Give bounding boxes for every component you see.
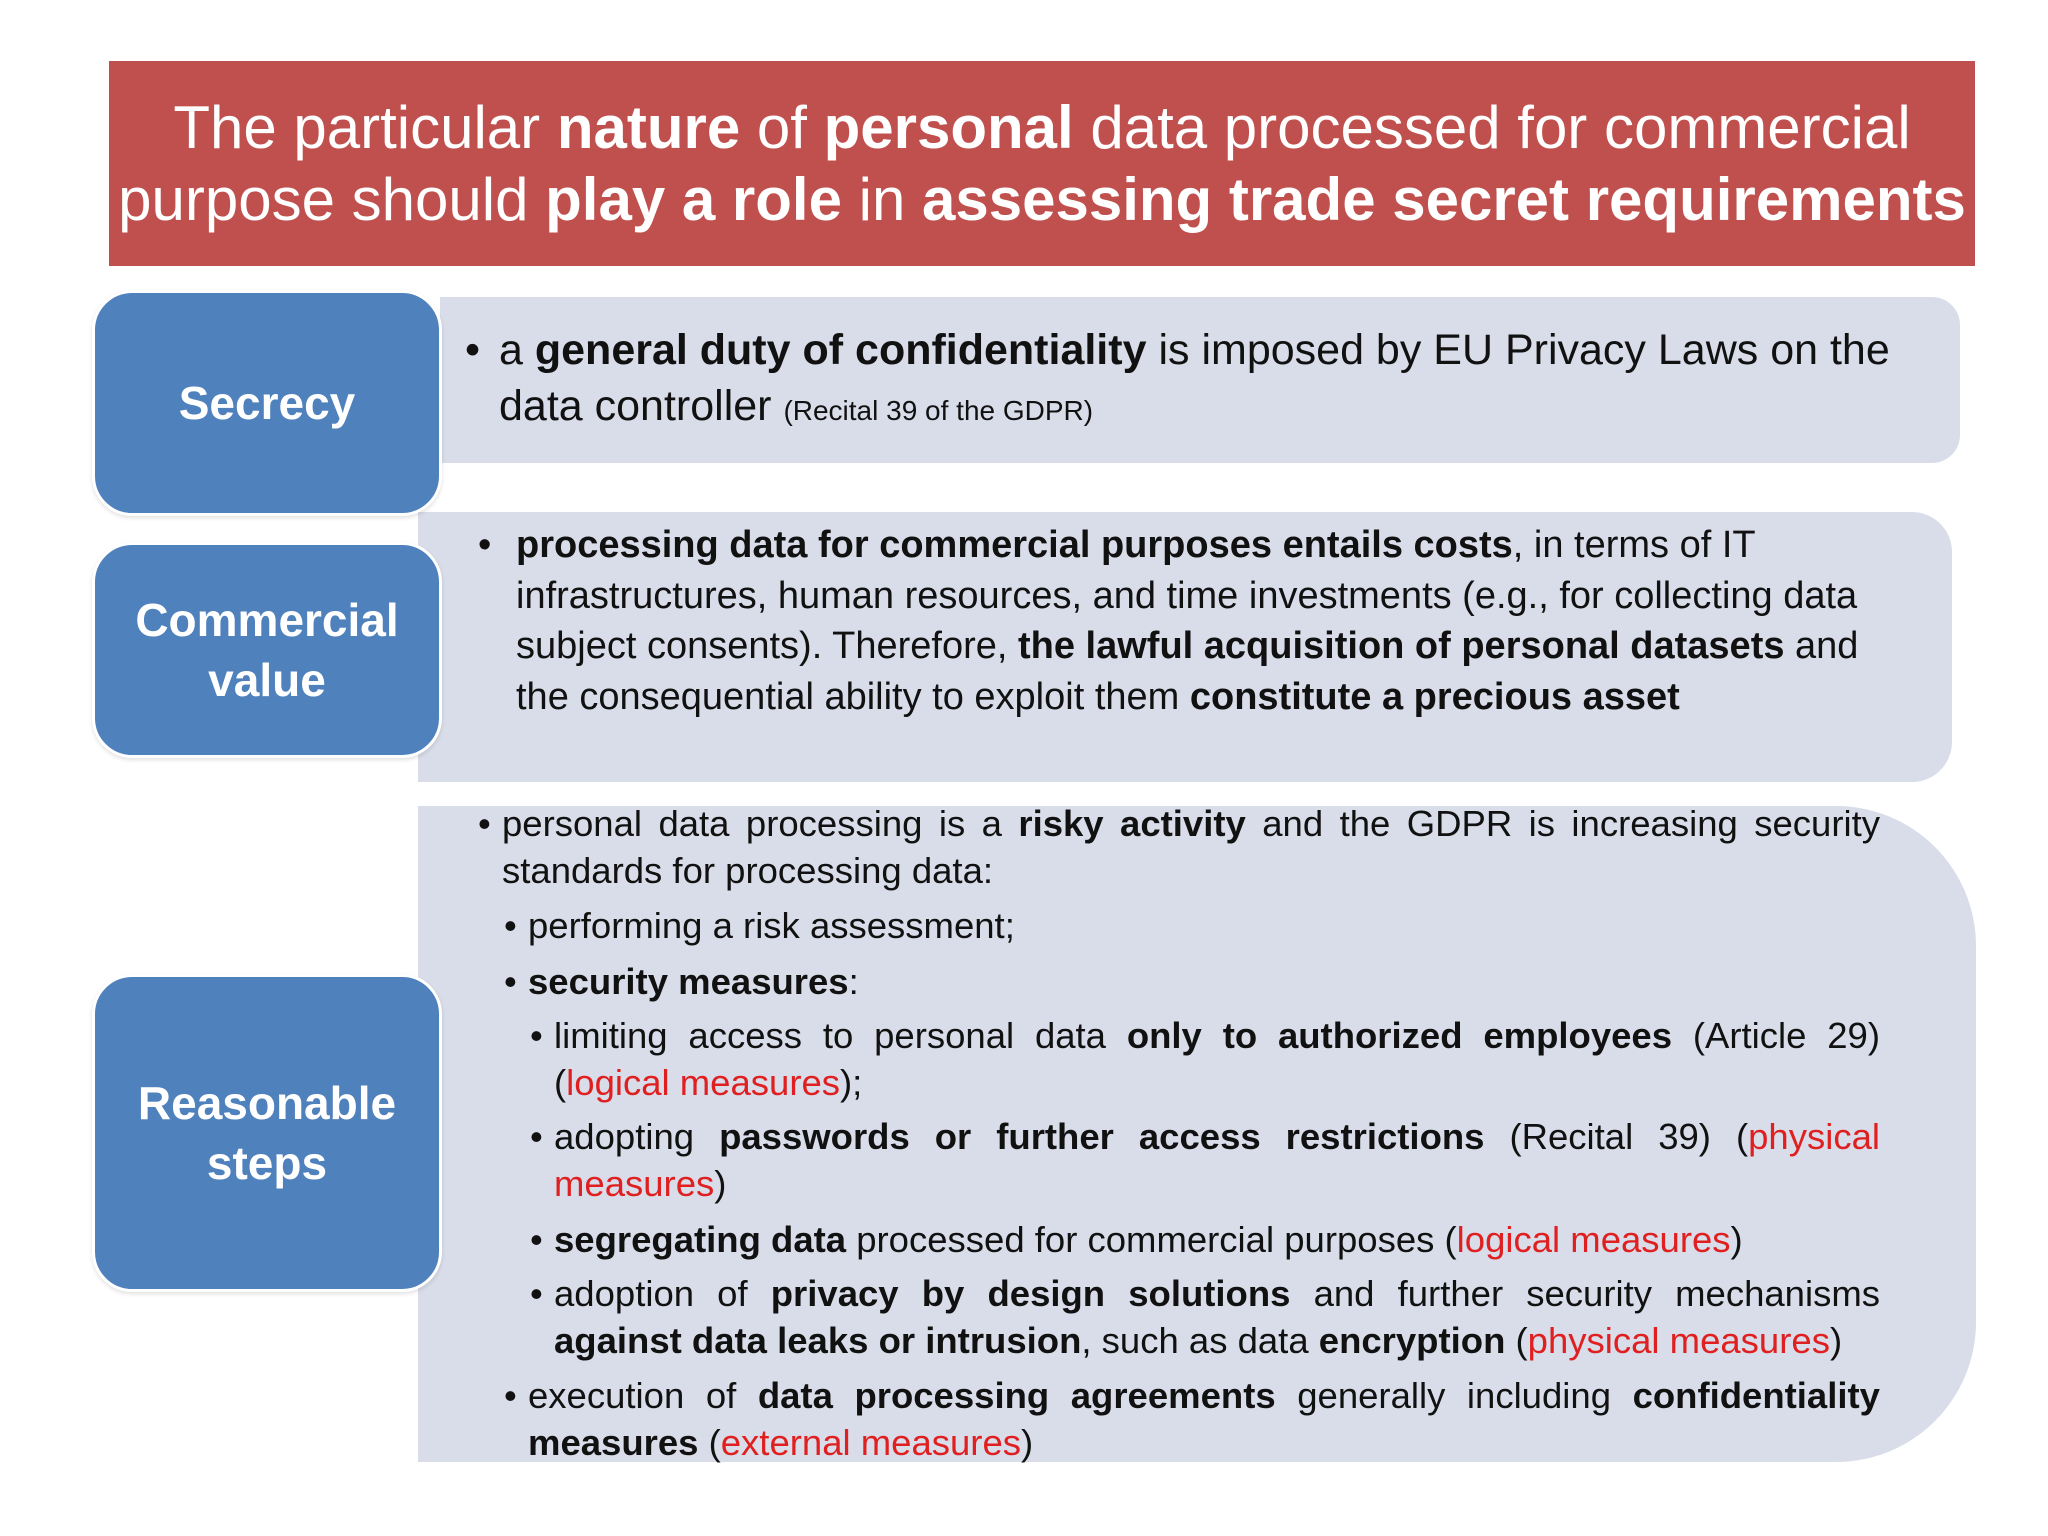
bullet-dot: • — [530, 1219, 543, 1260]
label-commercial-line2: value — [208, 654, 326, 706]
bold-text: passwords or further access restrictions — [719, 1116, 1485, 1157]
bullet-dot: • — [530, 1116, 543, 1157]
bullet-text — [554, 1113, 1880, 1207]
bullet-text — [502, 800, 1880, 894]
text-segment: performing a risk assessment; — [528, 905, 1015, 946]
text-segment: and further security mechanisms — [1290, 1273, 1880, 1314]
bold-text: personal — [823, 93, 1074, 161]
text-segment: The particular — [173, 93, 557, 161]
bold-text: encryption — [1318, 1320, 1506, 1361]
bullet-dot: • — [504, 905, 517, 946]
text-segment: is imposed by EU Privacy Laws on the data controller — [499, 326, 1890, 430]
text-segment: ( — [1505, 1320, 1528, 1361]
bullet-text — [528, 1372, 1880, 1466]
bullet-dot: • — [478, 803, 491, 844]
bullet-text — [554, 1270, 1880, 1364]
text-segment: a — [499, 326, 535, 374]
bullet-dot: • — [504, 1375, 517, 1416]
secrecy-note: (Recital 39 of the GDPR) — [783, 395, 1094, 426]
bullet-dot: • — [530, 1273, 543, 1314]
bullet-text — [554, 1216, 1880, 1263]
text-segment: ( — [698, 1422, 721, 1463]
text-segment: purpose should — [118, 165, 546, 233]
label-secrecy-text: Secrecy — [178, 377, 356, 429]
bold-text: confidentiality measures — [528, 1375, 1880, 1463]
reasonable-subbullet-segregating-data — [530, 1216, 1880, 1263]
text-segment: in — [841, 165, 922, 233]
bullet-dot: • — [504, 961, 517, 1002]
text-segment: and the consequential ability to exploit them — [516, 625, 1859, 718]
secrecy-main-text — [499, 326, 1890, 430]
label-reasonable-line1: Reasonable — [137, 1077, 397, 1129]
bold-text: privacy by design solutions — [770, 1273, 1291, 1314]
bold-text: processing data for commercial purposes entails costs — [516, 524, 1513, 566]
bold-text: data processing agreements — [757, 1375, 1276, 1416]
text-segment: data processed for commercial — [1073, 93, 1911, 161]
bullet-dot: • — [530, 1015, 543, 1056]
bold-text: the lawful acquisition of personal datasets — [1018, 625, 1785, 667]
text-segment: (Article 29) ( — [554, 1015, 1880, 1103]
red-text: external measures — [720, 1422, 1022, 1463]
title-line-2 — [118, 164, 1966, 236]
text-segment: , such as data — [1081, 1320, 1319, 1361]
bold-text: against data leaks or intrusion — [554, 1320, 1082, 1361]
red-text: logical measures — [566, 1062, 841, 1103]
bold-text: general duty of confidentiality — [534, 326, 1147, 374]
text-segment: (Recital 39) ( — [1484, 1116, 1749, 1157]
label-commercial-value — [92, 542, 442, 758]
label-commercial-line1: Commercial — [135, 594, 399, 646]
commercial-bullet — [478, 520, 1918, 722]
reasonable-bullet-risk-assessment — [504, 902, 1880, 949]
bold-text: assessing trade secret requirements — [921, 165, 1966, 233]
reasonable-bullet-security-measures — [504, 958, 1880, 1005]
red-text: physical measures — [1527, 1320, 1830, 1361]
label-reasonable-steps — [92, 974, 442, 1292]
red-text: logical measures — [1456, 1219, 1731, 1260]
reasonable-bullet-data-processing-agreements — [504, 1372, 1880, 1466]
text-segment: : — [848, 961, 859, 1002]
bold-text: constitute a precious asset — [1189, 675, 1680, 718]
text-segment: ) — [1730, 1219, 1743, 1260]
bullet-text — [528, 902, 1880, 949]
text-segment: personal data processing is a — [502, 803, 1019, 844]
reasonable-subbullet-passwords — [530, 1113, 1880, 1207]
label-reasonable-line2: steps — [206, 1137, 328, 1189]
text-segment: processed for commercial purposes ( — [846, 1219, 1457, 1260]
bold-text: nature — [556, 93, 741, 161]
text-segment: adopting — [554, 1116, 720, 1157]
label-secrecy — [92, 290, 442, 516]
red-text: physical measures — [554, 1116, 1880, 1204]
bold-text: segregating data — [554, 1219, 847, 1260]
bold-text: risky activity — [1018, 803, 1246, 844]
text-segment: , in terms of IT infrastructures, human resources, and time investments (e.g., for collecting data subject consents). Therefore, — [516, 524, 1858, 667]
text-segment: execution of — [528, 1375, 758, 1416]
bullet-text — [554, 1012, 1880, 1106]
text-segment: adoption of — [554, 1273, 771, 1314]
bullet-text — [528, 958, 1880, 1005]
bullet-dot: • — [478, 524, 492, 566]
text-segment: of — [740, 93, 824, 161]
bold-text: security measures — [528, 961, 849, 1002]
secrecy-bullet — [465, 322, 1905, 439]
text-segment: generally including — [1275, 1375, 1633, 1416]
text-segment: limiting access to personal data — [554, 1015, 1127, 1056]
text-segment: ) — [1021, 1422, 1034, 1463]
secrecy-bullet-text — [499, 322, 1905, 439]
title-line-1 — [173, 92, 1910, 164]
reasonable-subbullet-privacy-by-design — [530, 1270, 1880, 1364]
commercial-bullet-text — [516, 520, 1918, 722]
reasonable-bullet-risky-activity — [478, 800, 1880, 894]
text-segment: ) — [714, 1163, 727, 1204]
text-segment: ); — [840, 1062, 863, 1103]
bold-text: play a role — [545, 165, 842, 233]
bold-text: only to authorized employees — [1126, 1015, 1673, 1056]
bullet-dot: • — [465, 326, 481, 374]
text-segment: and the GDPR is increasing security standards for processing data: — [502, 803, 1880, 891]
reasonable-subbullet-limiting-access — [530, 1012, 1880, 1106]
slide-title — [109, 61, 1975, 266]
text-segment: ) — [1829, 1320, 1843, 1361]
